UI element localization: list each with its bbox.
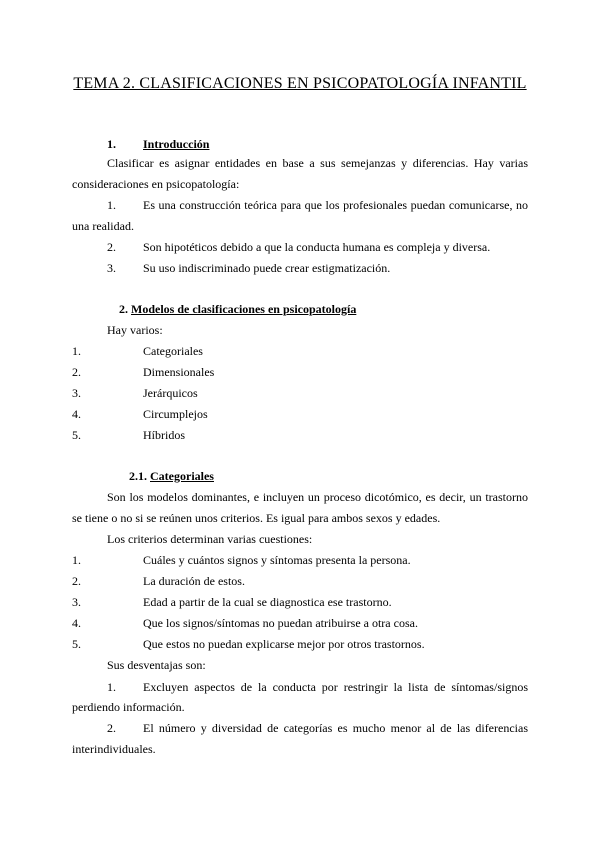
- list-number: 1.: [107, 198, 116, 212]
- paragraph-line: Son los modelos dominantes, e incluyen un proceso dicotómico, es decir, un trastorno: [107, 490, 528, 504]
- list-item: Cuáles y cuántos signos y síntomas presenta la persona.: [143, 553, 411, 567]
- list-number: 1.: [72, 553, 81, 567]
- list-item: Son hipotéticos debido a que la conducta humana es compleja y diversa.: [143, 240, 491, 254]
- list-number: 3.: [72, 595, 81, 609]
- list-item: Edad a partir de la cual se diagnostica ese trastorno.: [143, 595, 392, 609]
- list-number: 3.: [72, 386, 81, 400]
- section-2-1-title: Categoriales: [150, 469, 214, 483]
- list-number: 5.: [72, 428, 81, 442]
- list-number: 2.: [107, 240, 116, 254]
- list-number: 2.: [72, 574, 81, 588]
- paragraph-line: Sus desventajas son:: [107, 658, 206, 672]
- list-item: Híbridos: [143, 428, 185, 442]
- paragraph-line: se tiene o no si se reúnen unos criterios. Es igual para ambos sexos y edades.: [72, 511, 441, 525]
- list-item: Jerárquicos: [143, 386, 198, 400]
- paragraph-line: Clasificar es asignar entidades en base a sus semejanzas y diferencias. Hay varias: [107, 156, 528, 170]
- list-item-continuation: una realidad.: [72, 219, 134, 233]
- list-number: 3.: [107, 261, 116, 275]
- list-item: Que estos no puedan explicarse mejor por otros trastornos.: [143, 637, 425, 651]
- section-2-1-heading: [129, 469, 214, 484]
- paragraph-line: consideraciones en psicopatología:: [72, 177, 240, 191]
- list-item: Dimensionales: [143, 365, 215, 379]
- paragraph-line: Hay varios:: [107, 323, 163, 337]
- list-number: 5.: [72, 637, 81, 651]
- list-number: 2.: [107, 721, 116, 735]
- list-item: Circumplejos: [143, 407, 208, 421]
- list-item: Excluyen aspectos de la conducta por restringir la lista de síntomas/signos: [143, 680, 528, 694]
- section-1-heading: Introducción: [143, 137, 210, 151]
- list-number: 1.: [72, 344, 81, 358]
- section-2-1-number: 2.1.: [129, 469, 147, 483]
- page-title: TEMA 2. CLASIFICACIONES EN PSICOPATOLOGÍA INFANTIL: [73, 75, 527, 92]
- list-item: Su uso indiscriminado puede crear estigmatización.: [143, 261, 391, 275]
- paragraph-line: Los criterios determinan varias cuestiones:: [107, 532, 313, 546]
- section-1-number: 1.: [107, 137, 116, 151]
- list-number: 2.: [72, 365, 81, 379]
- list-number: 4.: [72, 407, 81, 421]
- list-item: La duración de estos.: [143, 574, 245, 588]
- section-2-number: 2.: [119, 302, 128, 316]
- list-item: Que los signos/síntomas no puedan atribuirse a otra cosa.: [143, 616, 418, 630]
- list-item: Es una construcción teórica para que los profesionales puedan comunicarse, no: [143, 198, 528, 212]
- list-item-continuation: interindividuales.: [72, 742, 156, 756]
- section-2-heading: [119, 302, 356, 317]
- list-item: Categoriales: [143, 344, 203, 358]
- list-item-continuation: perdiendo información.: [72, 700, 185, 714]
- list-number: 1.: [107, 680, 116, 694]
- section-2-title: Modelos de clasificaciones en psicopatología: [131, 302, 357, 316]
- list-item: El número y diversidad de categorías es mucho menor al de las diferencias: [143, 721, 528, 735]
- list-number: 4.: [72, 616, 81, 630]
